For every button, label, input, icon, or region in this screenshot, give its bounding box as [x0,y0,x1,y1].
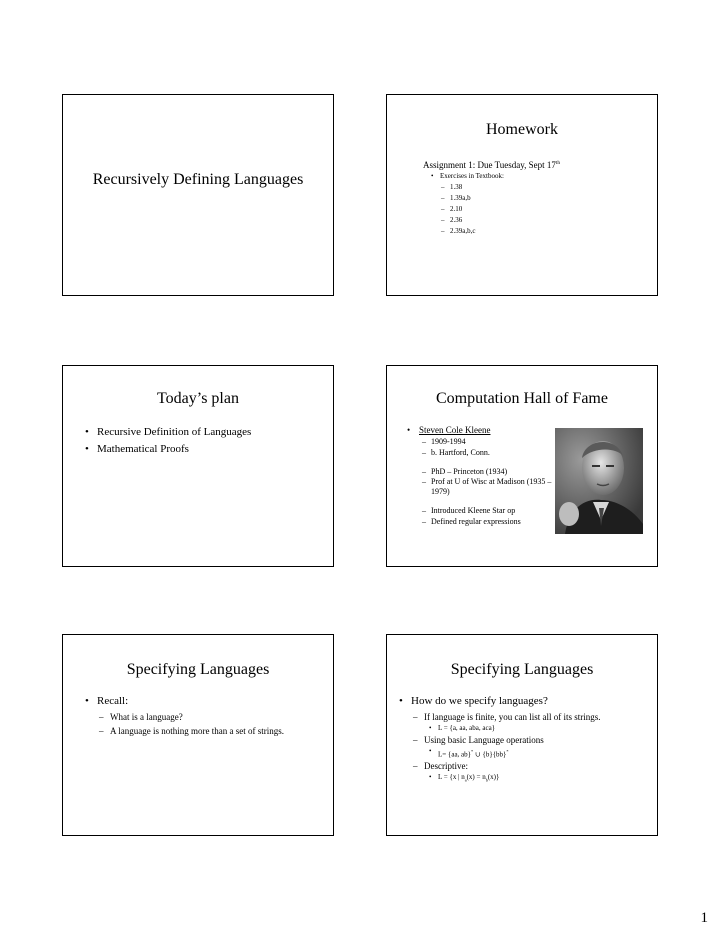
list-item: – 2.10 [441,205,463,213]
slide-1 [62,94,334,296]
list-item: • L = {a, aa, aba, aca} [429,724,496,732]
list-item: – 1909-1994 [422,437,466,446]
slide-title: Today’s plan [157,390,239,407]
slide-5 [62,634,334,836]
slide-3 [62,365,334,567]
slide-body [85,425,325,457]
list-item: • Recursive Definition of Languages [85,426,252,438]
list-item: – 1.39a,b [441,194,471,202]
list-item: • Mathematical Proofs [85,443,189,455]
slide-title: Specifying Languages [450,661,594,678]
list-item: • Exercises in Textbook: [431,172,504,180]
list-item: – If language is finite, you can list all of its strings. [413,712,601,722]
assignment-line: Assignment 1: Due Tuesday, Sept 17th [423,160,561,170]
list-item: – 2.36 [441,216,463,224]
page-number: 1 [700,910,708,926]
slide-title: Computation Hall of Fame [436,390,608,407]
list-item: • Recall: [85,695,129,707]
slide-body [85,694,315,737]
list-item: – Prof at U of Wisc at Madison (1935 – 1979) [422,477,552,496]
list-item: – 1.38 [441,183,463,191]
slide-body [399,694,649,786]
portrait-image [555,428,643,534]
list-item: – What is a language? [99,712,183,722]
list-item: – b. Hartford, Conn. [422,448,490,457]
list-item: • L= {aa, ab}* ∪ {b}{bb}* [429,747,509,759]
list-item: • How do we specify languages? [399,695,548,707]
slide-6 [386,634,658,836]
list-item: • L = {x | $n_a(x) = n_b(x)$} [429,773,500,783]
person-name: Steven Cole Kleene [419,425,491,435]
slide-title: Specifying Languages [126,661,270,678]
list-item: – Using basic Language operations [413,735,544,745]
slide-2 [386,94,658,296]
list-item: – Descriptive: [413,761,468,772]
list-item: – Defined regular expressions [422,517,521,526]
slide-body [407,424,557,527]
list-item: – PhD – Princeton (1934) [422,467,508,476]
portrait-photo [555,428,643,534]
slide-title: Homework [486,121,558,138]
list-item: – Introduced Kleene Star op [422,506,516,515]
slide-title: Recursively Defining Languages [92,171,304,188]
slide-4 [386,365,658,567]
list-item: – 2.39a,b,c [441,227,476,235]
slide-body [423,157,653,237]
list-item: – A language is nothing more than a set of strings. [99,726,284,736]
list-item: • Steven Cole Kleene [407,425,491,435]
